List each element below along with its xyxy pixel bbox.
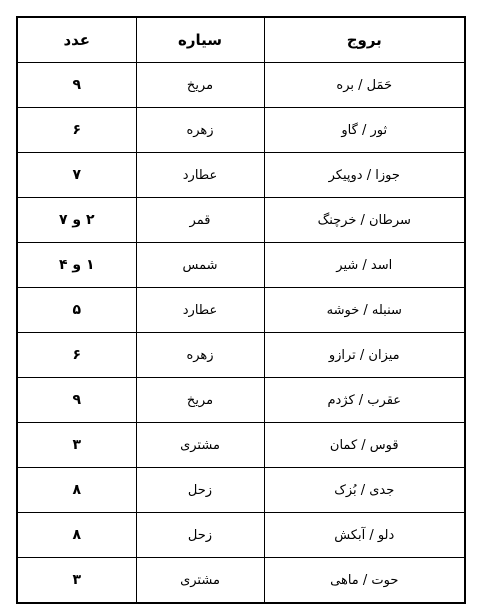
planet-cell: عطارد	[136, 288, 264, 333]
number-cell: ۶	[17, 333, 136, 378]
planet-cell: زحل	[136, 513, 264, 558]
header-number: عدد	[17, 17, 136, 63]
planet-cell: شمس	[136, 243, 264, 288]
number-cell: ۲ و ۷	[17, 198, 136, 243]
planet-cell: عطارد	[136, 153, 264, 198]
planet-cell: مریخ	[136, 378, 264, 423]
number-cell: ۸	[17, 513, 136, 558]
table-row	[17, 288, 465, 333]
header-burj: بروج	[264, 17, 465, 63]
number-cell: ۳	[17, 423, 136, 468]
number-cell: ۱ و ۴	[17, 243, 136, 288]
burj-cell: سرطان / خرچنگ	[264, 198, 465, 243]
table-row	[17, 243, 465, 288]
burj-cell: میزان / ترازو	[264, 333, 465, 378]
planet-cell: زهره	[136, 108, 264, 153]
number-cell: ۹	[17, 378, 136, 423]
table-row	[17, 108, 465, 153]
burj-cell: دلو / آبکش	[264, 513, 465, 558]
number-cell: ۷	[17, 153, 136, 198]
burj-cell: عقرب / کژدم	[264, 378, 465, 423]
number-cell: ۵	[17, 288, 136, 333]
burj-cell: جوزا / دوپیکر	[264, 153, 465, 198]
number-cell: ۸	[17, 468, 136, 513]
burj-cell: ثور / گاو	[264, 108, 465, 153]
table-row	[17, 333, 465, 378]
table-row	[17, 153, 465, 198]
planet-cell: قمر	[136, 198, 264, 243]
burj-cell: قوس / کمان	[264, 423, 465, 468]
number-cell: ۳	[17, 558, 136, 604]
burj-cell: جدی / بُزک	[264, 468, 465, 513]
header-planet: سیاره	[136, 17, 264, 63]
burj-cell: اسد / شیر	[264, 243, 465, 288]
table-row	[17, 513, 465, 558]
planet-cell: زهره	[136, 333, 264, 378]
table-row	[17, 423, 465, 468]
number-cell: ۶	[17, 108, 136, 153]
table-row	[17, 558, 465, 604]
burj-cell: حوت / ماهی	[264, 558, 465, 604]
table-row	[17, 468, 465, 513]
planet-cell: مریخ	[136, 63, 264, 108]
planet-cell: مشتری	[136, 558, 264, 604]
number-cell: ۹	[17, 63, 136, 108]
table-row	[17, 198, 465, 243]
zodiac-table	[16, 16, 466, 604]
burj-cell: حَمَل / بره	[264, 63, 465, 108]
planet-cell: مشتری	[136, 423, 264, 468]
table-row	[17, 378, 465, 423]
table-row	[17, 63, 465, 108]
header-row	[17, 17, 465, 63]
planet-cell: زحل	[136, 468, 264, 513]
burj-cell: سنبله / خوشه	[264, 288, 465, 333]
